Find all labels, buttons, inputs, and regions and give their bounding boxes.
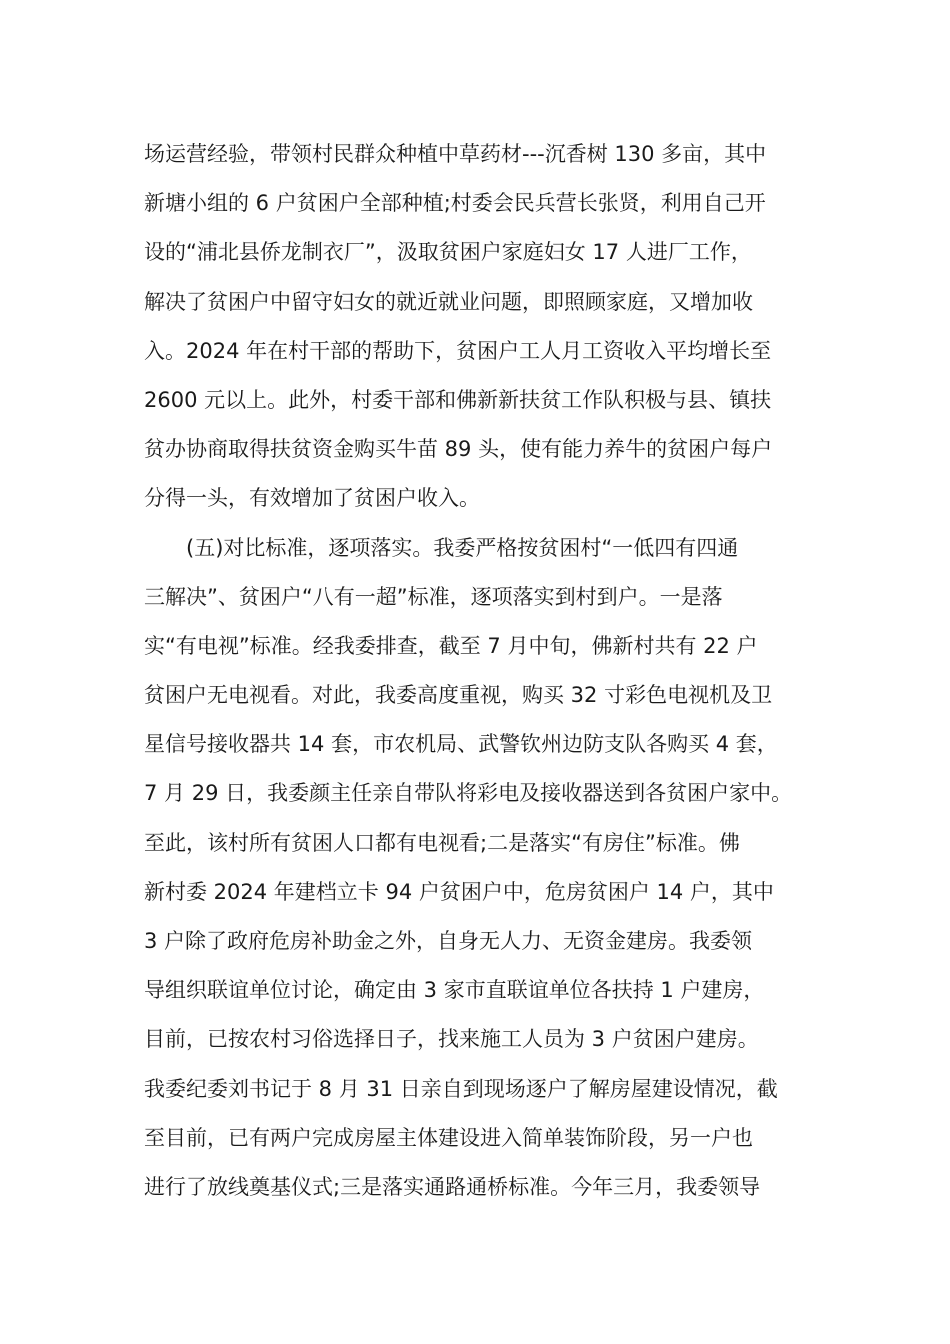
text-line: 分得一头，有效增加了贫困户收入。 xyxy=(144,486,480,511)
text-line: 至目前，已有两户完成房屋主体建设进入简单装饰阶段，另一户也 xyxy=(144,1125,753,1150)
paragraph-start-line: (五)对比标准，逐项落实。我委严格按贫困村“一低四有四通 xyxy=(186,535,739,560)
text-line: 3 户除了政府危房补助金之外，自身无人力、无资金建房。我委领 xyxy=(144,929,753,953)
text-line: 场运营经验，带领村民群众种植中草药材---沉香树 130 多亩，其中 xyxy=(144,142,767,166)
text-line: 导组织联谊单位讨论，确定由 3 家市直联谊单位各扶持 1 户建房， xyxy=(144,978,765,1003)
text-line: 新塘小组的 6 户贫困户全部种植;村委会民兵营长张贤，利用自己开 xyxy=(144,191,766,216)
text-line: 7 月 29 日，我委颜主任亲自带队将彩电及接收器送到各贫困户家中。 xyxy=(144,781,793,806)
text-line: 进行了放线奠基仪式;三是落实通路通桥标准。今年三月，我委领导 xyxy=(144,1174,761,1199)
text-line: 星信号接收器共 14 套，市农机局、武警钦州边防支队各购买 4 套， xyxy=(144,732,778,757)
text-line: 实“有电视”标准。经我委排查，截至 7 月中旬，佛新村共有 22 户 xyxy=(144,633,758,658)
text-line: 贫困户无电视看。对此，我委高度重视，购买 32 寸彩色电视机及卫 xyxy=(144,683,773,708)
text-line: 解决了贫困户中留守妇女的就近就业问题，即照顾家庭，又增加收 xyxy=(144,289,753,314)
text-line: 贫办协商取得扶贫资金购买牛苗 89 头，使有能力养牛的贫困户每户 xyxy=(144,437,773,462)
text-line: 入。2024 年在村干部的帮助下，贫困户工人月工资收入平均增长至 xyxy=(144,338,772,363)
text-line: 我委纪委刘书记于 8 月 31 日亲自到现场逐户了解房屋建设情况，截 xyxy=(144,1076,778,1101)
body-text xyxy=(144,130,824,1212)
text-line: 目前，已按农村习俗选择日子，找来施工人员为 3 户贫困户建房。 xyxy=(144,1027,759,1052)
text-line: 2600 元以上。此外，村委干部和佛新新扶贫工作队积极与县、镇扶 xyxy=(144,387,772,412)
text-line: 三解决”、贫困户“八有一超”标准，逐项落实到村到户。一是落 xyxy=(144,584,723,609)
text-line: 新村委 2024 年建档立卡 94 户贫困户中，危房贫困户 14 户，其中 xyxy=(144,879,774,904)
text-line: 设的“浦北县侨龙制衣厂”，汲取贫困户家庭妇女 17 人进厂工作， xyxy=(144,240,752,265)
text-line: 至此，该村所有贫困人口都有电视看;二是落实“有房住”标准。佛 xyxy=(144,830,740,855)
